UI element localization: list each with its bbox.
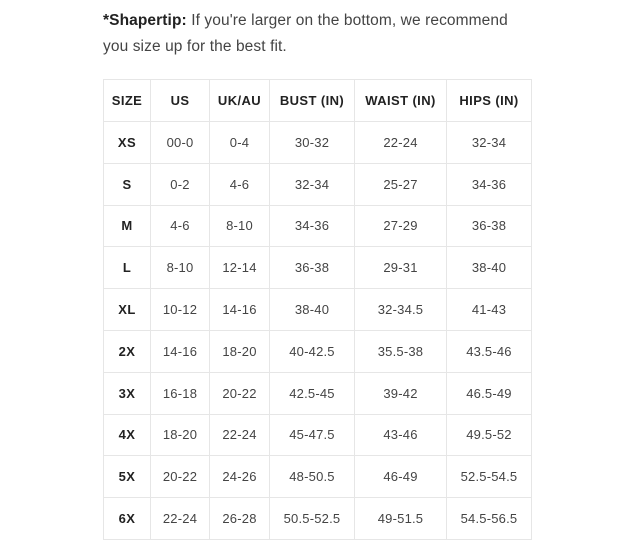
- bust-cell: 38-40: [270, 289, 355, 331]
- table-row: [104, 247, 532, 289]
- us-cell: 16-18: [151, 372, 210, 414]
- size-cell: 3X: [104, 372, 151, 414]
- hips-cell: 49.5-52: [447, 414, 532, 456]
- bust-cell: 34-36: [270, 205, 355, 247]
- waist-cell: 32-34.5: [355, 289, 447, 331]
- hips-cell: 32-34: [447, 122, 532, 164]
- header-hips: HIPS (IN): [447, 80, 532, 122]
- bust-cell: 40-42.5: [270, 330, 355, 372]
- shapertip-note: [103, 8, 533, 60]
- size-cell: XL: [104, 289, 151, 331]
- bust-cell: 36-38: [270, 247, 355, 289]
- us-cell: 4-6: [151, 205, 210, 247]
- hips-cell: 43.5-46: [447, 330, 532, 372]
- uk-au-cell: 26-28: [210, 498, 270, 540]
- hips-cell: 34-36: [447, 163, 532, 205]
- table-row: [104, 456, 532, 498]
- table-header-row: [104, 80, 532, 122]
- table-row: [104, 414, 532, 456]
- size-cell: 2X: [104, 330, 151, 372]
- bust-cell: 48-50.5: [270, 456, 355, 498]
- waist-cell: 25-27: [355, 163, 447, 205]
- uk-au-cell: 0-4: [210, 122, 270, 164]
- bust-cell: 30-32: [270, 122, 355, 164]
- uk-au-cell: 22-24: [210, 414, 270, 456]
- size-cell: L: [104, 247, 151, 289]
- bust-cell: 50.5-52.5: [270, 498, 355, 540]
- hips-cell: 36-38: [447, 205, 532, 247]
- waist-cell: 46-49: [355, 456, 447, 498]
- waist-cell: 43-46: [355, 414, 447, 456]
- table-row: [104, 498, 532, 540]
- size-cell: XS: [104, 122, 151, 164]
- table-row: [104, 330, 532, 372]
- us-cell: 00-0: [151, 122, 210, 164]
- uk-au-cell: 4-6: [210, 163, 270, 205]
- uk-au-cell: 12-14: [210, 247, 270, 289]
- uk-au-cell: 8-10: [210, 205, 270, 247]
- us-cell: 18-20: [151, 414, 210, 456]
- waist-cell: 29-31: [355, 247, 447, 289]
- hips-cell: 54.5-56.5: [447, 498, 532, 540]
- bust-cell: 32-34: [270, 163, 355, 205]
- waist-cell: 22-24: [355, 122, 447, 164]
- waist-cell: 39-42: [355, 372, 447, 414]
- waist-cell: 49-51.5: [355, 498, 447, 540]
- header-bust: BUST (IN): [270, 80, 355, 122]
- hips-cell: 41-43: [447, 289, 532, 331]
- size-chart-table: [103, 79, 532, 540]
- header-size: SIZE: [104, 80, 151, 122]
- header-uk-au: UK/AU: [210, 80, 270, 122]
- size-cell: M: [104, 205, 151, 247]
- header-waist: WAIST (IN): [355, 80, 447, 122]
- table-row: [104, 205, 532, 247]
- header-us: US: [151, 80, 210, 122]
- hips-cell: 52.5-54.5: [447, 456, 532, 498]
- waist-cell: 27-29: [355, 205, 447, 247]
- table-row: [104, 163, 532, 205]
- shapertip-text: If you're larger on the bottom, we recommend you size up for the best fit.: [103, 12, 508, 55]
- table-row: [104, 289, 532, 331]
- table-row: [104, 372, 532, 414]
- uk-au-cell: 18-20: [210, 330, 270, 372]
- us-cell: 22-24: [151, 498, 210, 540]
- us-cell: 0-2: [151, 163, 210, 205]
- hips-cell: 38-40: [447, 247, 532, 289]
- uk-au-cell: 24-26: [210, 456, 270, 498]
- uk-au-cell: 20-22: [210, 372, 270, 414]
- us-cell: 20-22: [151, 456, 210, 498]
- size-cell: 6X: [104, 498, 151, 540]
- table-row: [104, 122, 532, 164]
- size-cell: 4X: [104, 414, 151, 456]
- size-cell: S: [104, 163, 151, 205]
- bust-cell: 42.5-45: [270, 372, 355, 414]
- us-cell: 14-16: [151, 330, 210, 372]
- size-cell: 5X: [104, 456, 151, 498]
- bust-cell: 45-47.5: [270, 414, 355, 456]
- uk-au-cell: 14-16: [210, 289, 270, 331]
- us-cell: 10-12: [151, 289, 210, 331]
- us-cell: 8-10: [151, 247, 210, 289]
- waist-cell: 35.5-38: [355, 330, 447, 372]
- hips-cell: 46.5-49: [447, 372, 532, 414]
- shapertip-label: *Shapertip:: [103, 12, 187, 29]
